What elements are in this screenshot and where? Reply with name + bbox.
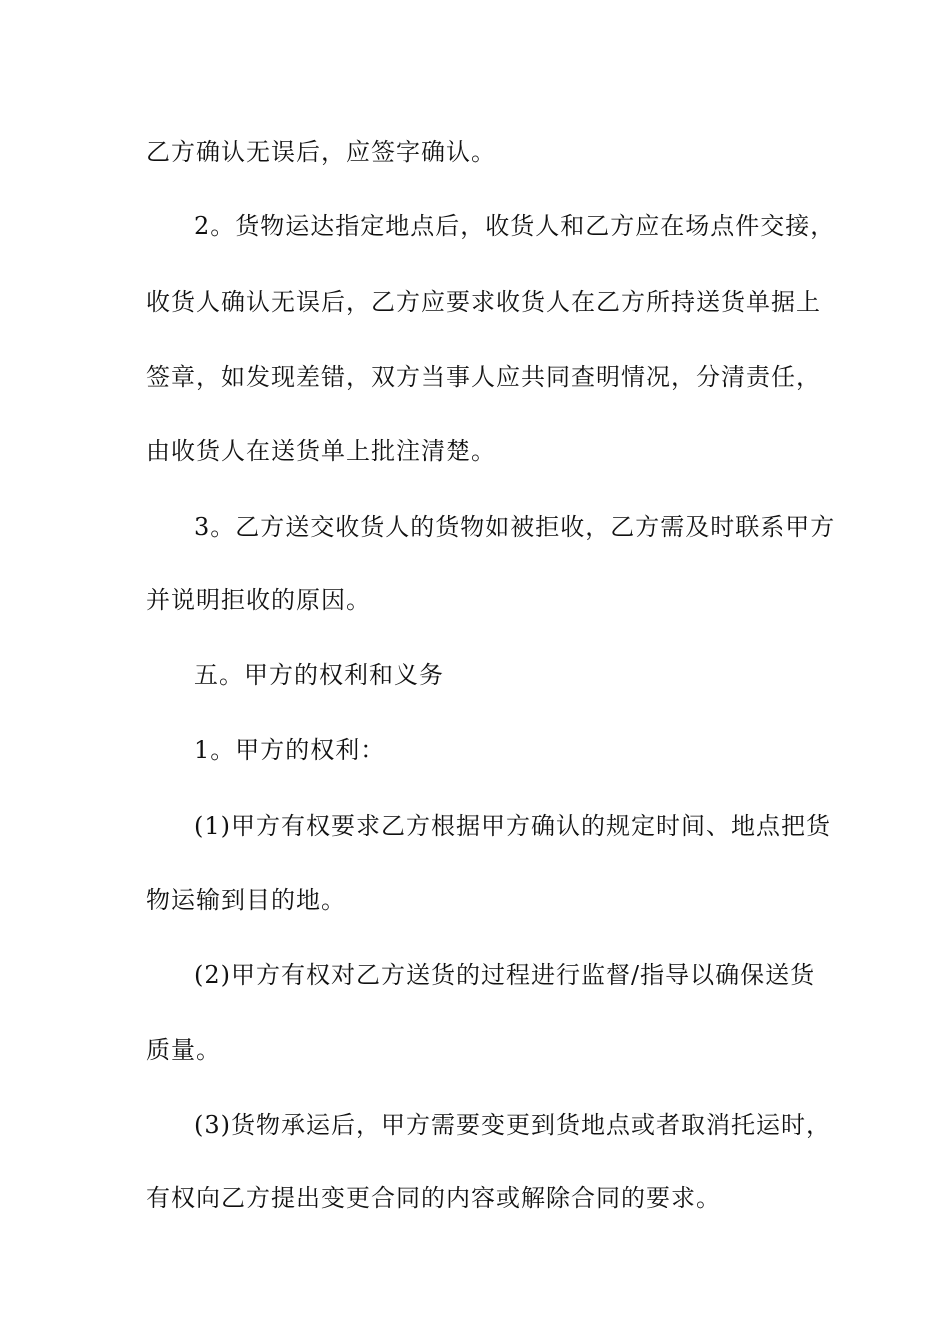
text-line: (1)甲方有权要求乙方根据甲方确认的规定时间、地点把货 <box>194 812 831 840</box>
text-line: 3。乙方送交收货人的货物如被拒收，乙方需及时联系甲方 <box>194 513 836 541</box>
text-line: 签章，如发现差错，双方当事人应共同查明情况，分清责任， <box>146 363 821 391</box>
text-line: 物运输到目的地。 <box>146 886 346 914</box>
text-line: 乙方确认无误后，应签字确认。 <box>146 138 496 166</box>
section-heading: 五。甲方的权利和义务 <box>194 661 444 689</box>
text-line: 质量。 <box>146 1036 221 1064</box>
text-line: (3)货物承运后，甲方需要变更到货地点或者取消托运时， <box>194 1111 831 1139</box>
text-line: 并说明拒收的原因。 <box>146 586 371 614</box>
text-line: 由收货人在送货单上批注清楚。 <box>146 437 496 465</box>
text-line: 2。货物运达指定地点后，收货人和乙方应在场点件交接， <box>194 212 836 240</box>
text-line: 有权向乙方提出变更合同的内容或解除合同的要求。 <box>146 1184 721 1212</box>
subsection-heading: 1。甲方的权利： <box>194 736 386 764</box>
text-line: 收货人确认无误后，乙方应要求收货人在乙方所持送货单据上 <box>146 288 821 316</box>
text-line: (2)甲方有权对乙方送货的过程进行监督/指导以确保送货 <box>194 961 816 989</box>
